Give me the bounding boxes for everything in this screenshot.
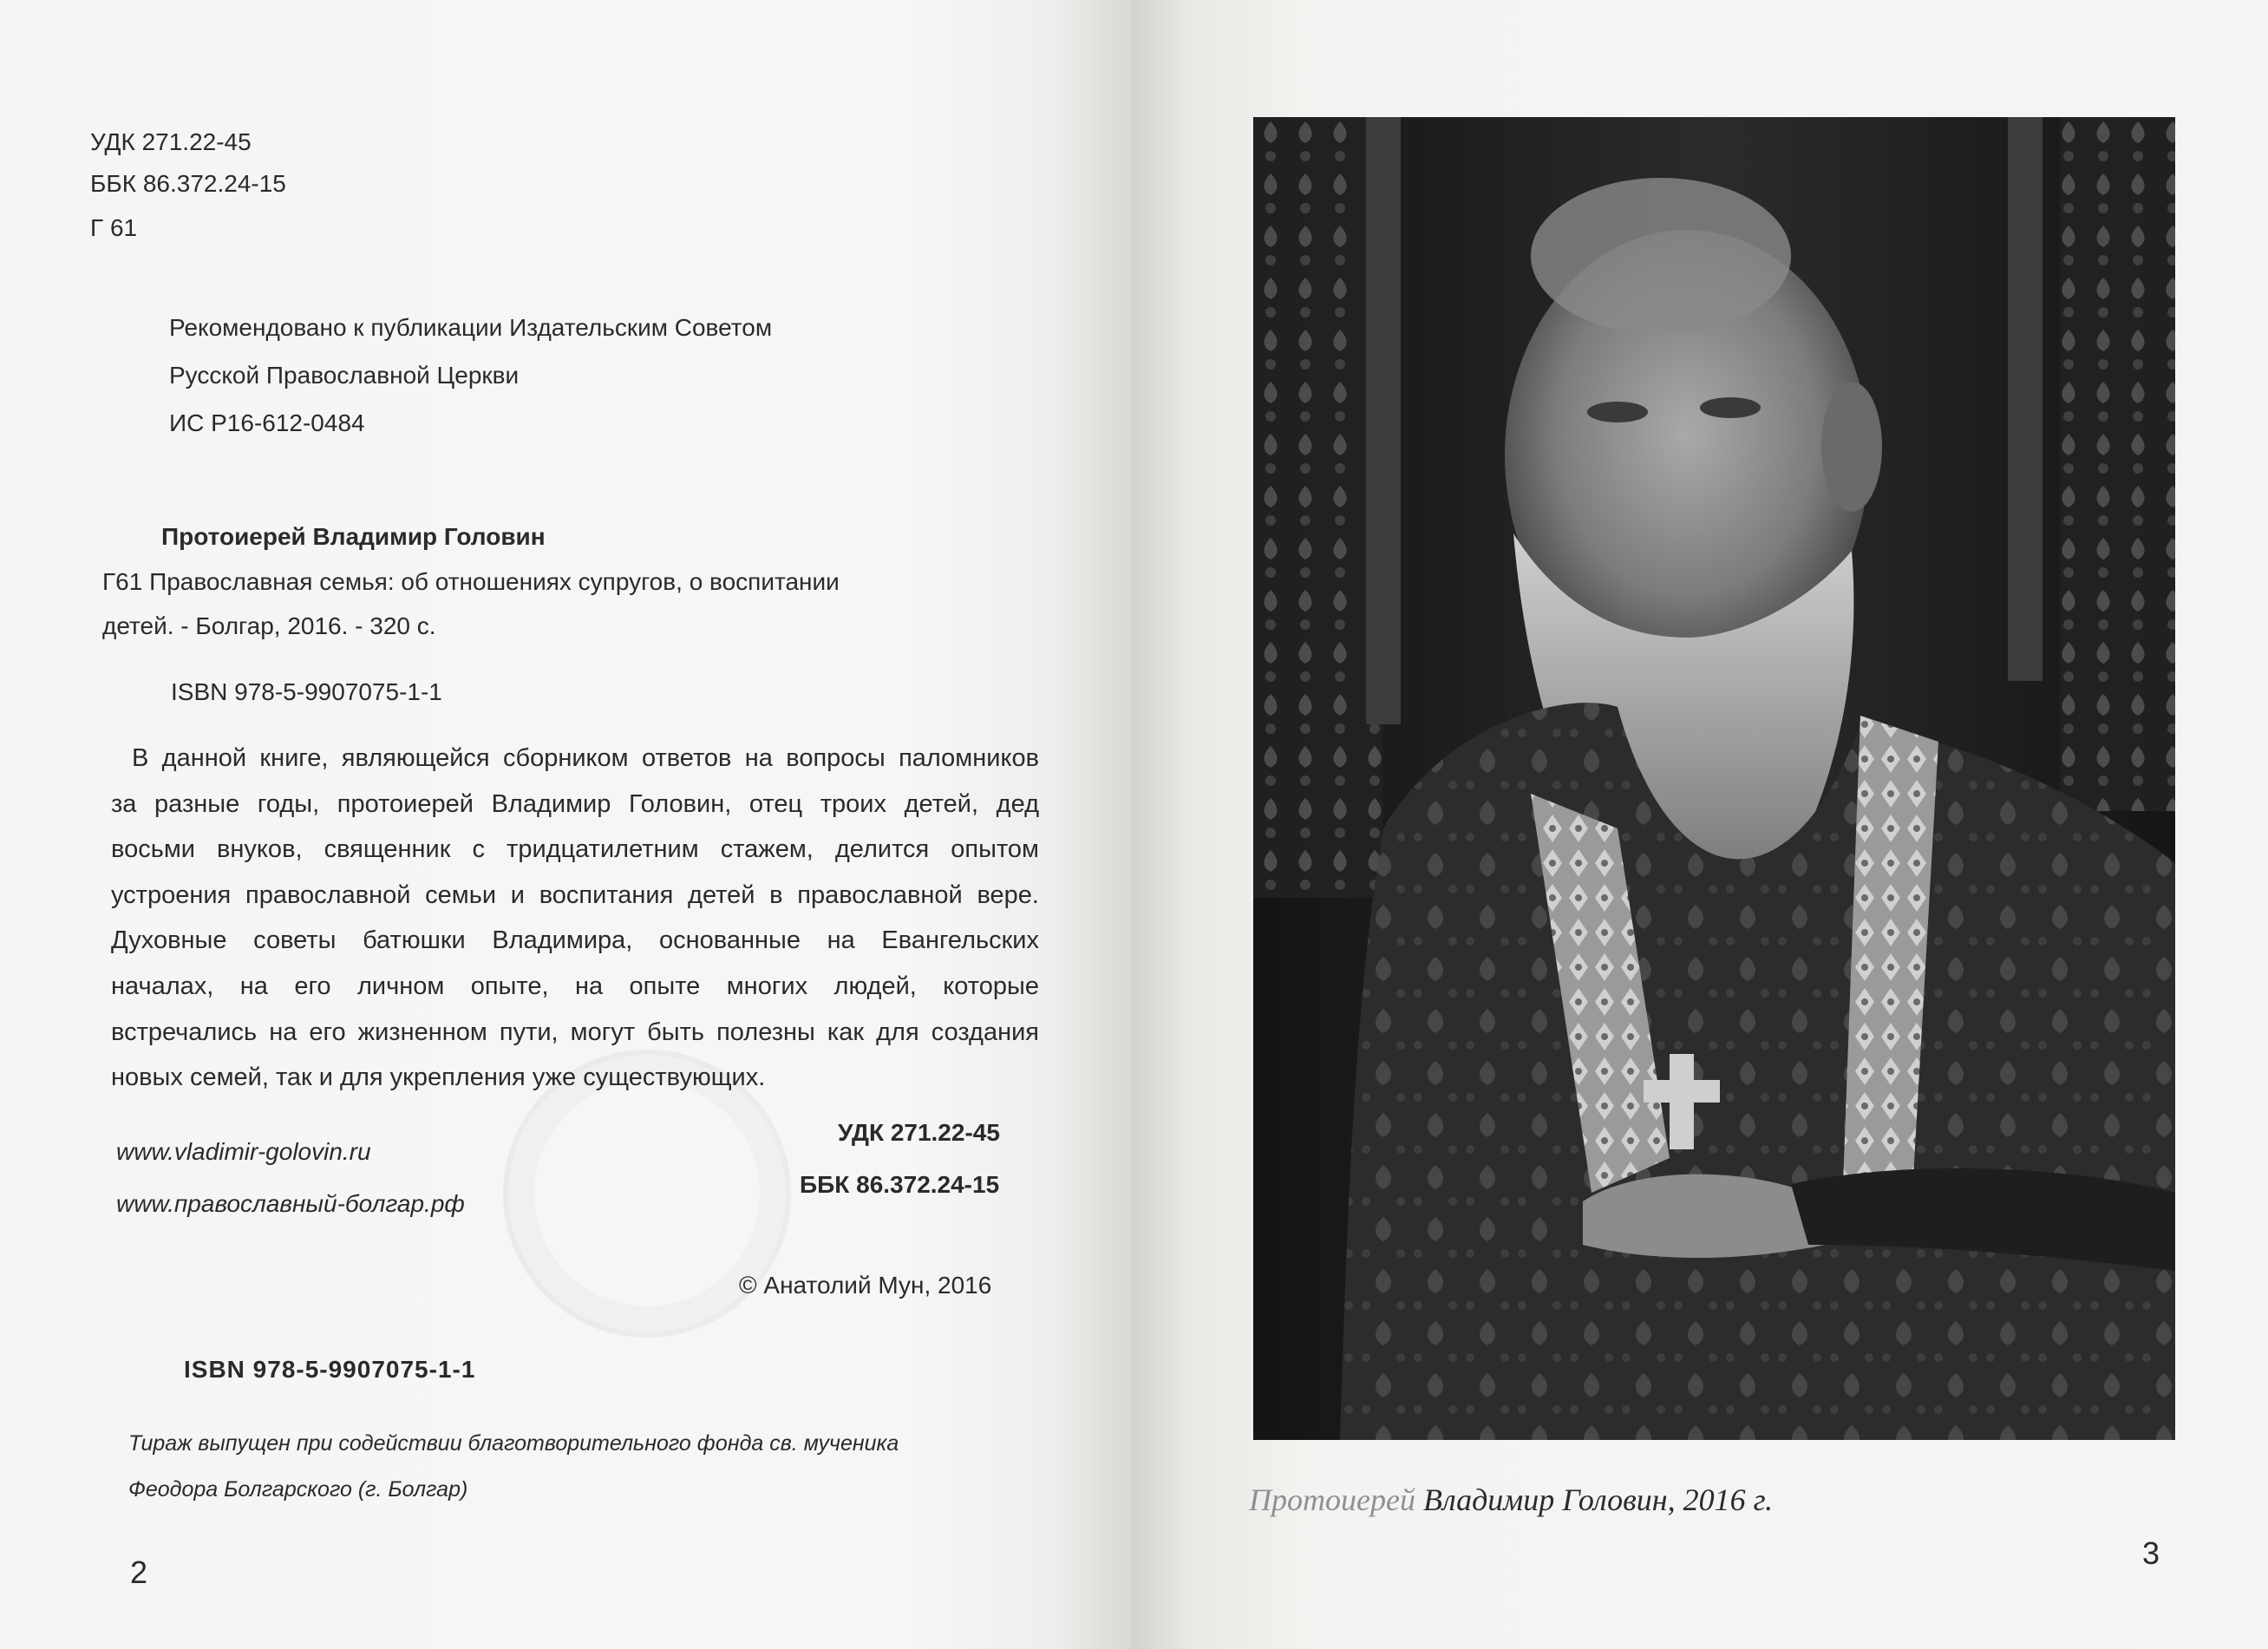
sponsor-line-2: Феодора Болгарского (г. Болгар) [128, 1477, 468, 1502]
caption-prefix: Протоиерей [1249, 1482, 1415, 1517]
annotation-line: Духовные советы батюшки Владимира, основанные на Евангельских [111, 926, 1039, 955]
annotation-line: новых семей, так и для укрепления уже существующих. [111, 1063, 766, 1092]
isbn-bottom: ISBN 978-5-9907075-1-1 [184, 1356, 476, 1383]
publishing-council-number: ИС Р16-612-0484 [169, 409, 365, 436]
annotation-paragraph [111, 736, 1039, 1101]
website-link-1[interactable]: www.vladimir-golovin.ru [116, 1138, 371, 1165]
annotation-line: устроения православной семьи и воспитания детей в православной вере. [111, 880, 1039, 909]
left-page [0, 0, 1132, 1649]
bbk-code-bottom: ББК 86.372.24-15 [800, 1171, 1000, 1198]
page-number-left: 2 [130, 1554, 148, 1590]
website-link-2[interactable]: www.православный-болгар.рф [116, 1190, 465, 1217]
photo-caption [1249, 1482, 1773, 1518]
udk-code-bottom: УДК 271.22-45 [838, 1119, 1000, 1146]
recommendation-line-2: Русской Православной Церкви [169, 362, 520, 389]
bibliographic-line-2: детей. - Болгар, 2016. - 320 с. [102, 612, 436, 639]
udk-code: УДК 271.22-45 [90, 128, 252, 155]
author-mark: Г 61 [90, 214, 138, 241]
recommendation-line-1: Рекомендовано к публикации Издательским Советом [169, 314, 773, 341]
annotation-line: восьми внуков, священник с тридцатилетним стажем, делится опытом [111, 835, 1039, 864]
caption-rest: Владимир Головин, 2016 г. [1415, 1482, 1774, 1517]
priest-portrait-image [1253, 117, 2175, 1440]
isbn-top: ISBN 978-5-9907075-1-1 [171, 678, 442, 705]
author-name: Протоиерей Владимир Головин [161, 523, 546, 550]
right-page [1132, 0, 2268, 1649]
annotation-line: началах, на его личном опыте, на опыте многих людей, которые [111, 972, 1039, 1000]
annotation-line: за разные годы, протоиерей Владимир Головин, отец троих детей, дед [111, 789, 1039, 818]
annotation-line: встречались на его жизненном пути, могут быть полезны как для создания [111, 1018, 1039, 1046]
page-number-right: 3 [2142, 1535, 2160, 1571]
bbk-code: ББК 86.372.24-15 [90, 170, 286, 197]
bibliographic-line-1: Г61 Православная семья: об отношениях супругов, о воспитании [102, 568, 840, 595]
copyright: © Анатолий Мун, 2016 [739, 1272, 992, 1299]
portrait-photo [1253, 117, 2175, 1440]
annotation-line: В данной книге, являющейся сборником ответов на вопросы паломников [132, 744, 1039, 772]
sponsor-line-1: Тираж выпущен при содействии благотворительного фонда св. мученика [128, 1431, 899, 1456]
